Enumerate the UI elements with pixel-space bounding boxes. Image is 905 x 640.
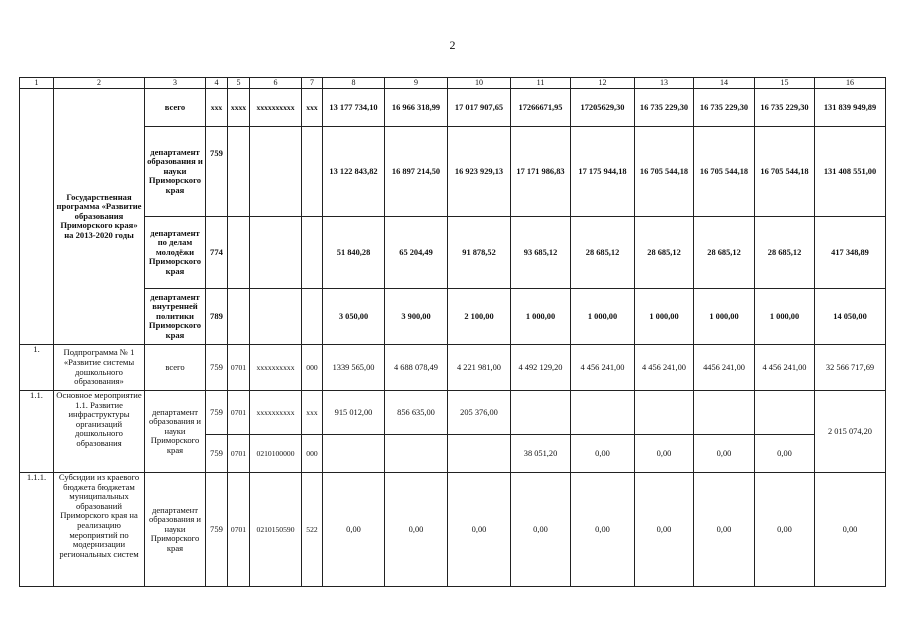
table-row [20, 391, 886, 435]
grbs-cell: 759 [206, 345, 228, 391]
vr-cell: 000 [302, 435, 323, 473]
value-cell: 51 840,28 [323, 217, 385, 289]
value-cell: 93 685,12 [511, 217, 571, 289]
value-cell: 28 685,12 [571, 217, 635, 289]
value-cell: 28 685,12 [694, 217, 755, 289]
csr-cell: xxxxxxxxxx [250, 345, 302, 391]
value-cell: 0,00 [511, 473, 571, 587]
row-number: 1.1.1. [20, 473, 54, 587]
grbs-cell: 789 [206, 289, 228, 345]
value-cell: 131 839 949,89 [815, 89, 886, 127]
executor-cell: всего [145, 345, 206, 391]
value-cell: 16 705 544,18 [635, 127, 694, 217]
subsidy-name: Субсидии из краевого бюджета бюджетам муниципальных образований Приморского края на реализацию мероприятий по модернизации региональных систем [54, 473, 145, 587]
value-cell: 28 685,12 [635, 217, 694, 289]
value-cell: 131 408 551,00 [815, 127, 886, 217]
table-row [20, 345, 886, 391]
csr-cell: xxxxxxxxxx [250, 89, 302, 127]
header-cell: 4 [206, 78, 228, 89]
grbs-cell: 759 [206, 391, 228, 435]
header-cell: 14 [694, 78, 755, 89]
table-row [20, 127, 886, 217]
grbs-cell: 759 [206, 473, 228, 587]
value-cell [323, 435, 385, 473]
value-cell: 4 456 241,00 [755, 345, 815, 391]
value-cell: 1 000,00 [755, 289, 815, 345]
row-number: 1.1. [20, 391, 54, 473]
value-cell: 38 051,20 [511, 435, 571, 473]
value-cell: 4 456 241,00 [635, 345, 694, 391]
value-cell: 17266671,95 [511, 89, 571, 127]
value-cell: 915 012,00 [323, 391, 385, 435]
executor-cell: департамент по делам молодёжи Приморского края [145, 217, 206, 289]
value-cell [755, 391, 815, 435]
value-cell: 1 000,00 [694, 289, 755, 345]
grbs-cell: 774 [206, 217, 228, 289]
vr-cell: 522 [302, 473, 323, 587]
value-cell: 16 735 229,30 [635, 89, 694, 127]
header-cell: 3 [145, 78, 206, 89]
rz-cell: 0701 [228, 345, 250, 391]
header-cell: 1 [20, 78, 54, 89]
header-row [20, 78, 886, 89]
value-cell: 16 705 544,18 [755, 127, 815, 217]
value-cell: 4456 241,00 [694, 345, 755, 391]
header-cell: 8 [323, 78, 385, 89]
value-cell: 2 100,00 [448, 289, 511, 345]
value-cell: 14 050,00 [815, 289, 886, 345]
value-cell [385, 435, 448, 473]
value-cell: 16 923 929,13 [448, 127, 511, 217]
value-cell [571, 391, 635, 435]
program-number-cell [20, 89, 54, 345]
value-cell: 65 204,49 [385, 217, 448, 289]
value-cell: 1339 565,00 [323, 345, 385, 391]
value-cell: 13 177 734,10 [323, 89, 385, 127]
page-number: 2 [449, 38, 456, 52]
rz-cell: 0701 [228, 435, 250, 473]
grbs-cell: 759 [206, 435, 228, 473]
value-cell: 1 000,00 [571, 289, 635, 345]
table-row [20, 289, 886, 345]
value-cell: 13 122 843,82 [323, 127, 385, 217]
rz-cell [228, 217, 250, 289]
header-cell: 11 [511, 78, 571, 89]
value-cell: 4 492 129,20 [511, 345, 571, 391]
value-cell: 0,00 [385, 473, 448, 587]
value-cell: 856 635,00 [385, 391, 448, 435]
csr-cell: 0210150590 [250, 473, 302, 587]
csr-cell [250, 217, 302, 289]
value-cell [694, 391, 755, 435]
value-cell: 1 000,00 [635, 289, 694, 345]
rz-cell: xxxx [228, 89, 250, 127]
value-cell: 0,00 [635, 473, 694, 587]
rz-cell: 0701 [228, 473, 250, 587]
header-cell: 5 [228, 78, 250, 89]
value-cell: 17205629,30 [571, 89, 635, 127]
value-cell: 28 685,12 [755, 217, 815, 289]
header-cell: 7 [302, 78, 323, 89]
value-cell: 0,00 [323, 473, 385, 587]
table-row [20, 217, 886, 289]
grbs-cell: xxx [206, 89, 228, 127]
value-cell: 0,00 [755, 473, 815, 587]
value-cell [635, 391, 694, 435]
vr-cell [302, 289, 323, 345]
executor-cell: департамент внутренней политики Приморского края [145, 289, 206, 345]
value-cell: 16 735 229,30 [694, 89, 755, 127]
measure-total: 2 015 074,20 [815, 391, 886, 473]
value-cell: 0,00 [635, 435, 694, 473]
value-cell: 16 897 214,50 [385, 127, 448, 217]
value-cell: 205 376,00 [448, 391, 511, 435]
program-name: Государственная программа «Развитие образования Приморского края» на 2013-2020 годы [54, 89, 145, 345]
vr-cell [302, 127, 323, 217]
csr-cell: 0210100000 [250, 435, 302, 473]
measure-name: Основное мероприятие 1.1. Развитие инфраструктуры организаций дошкольного образования [54, 391, 145, 473]
value-cell: 17 175 944,18 [571, 127, 635, 217]
value-cell: 4 221 981,00 [448, 345, 511, 391]
value-cell: 16 735 229,30 [755, 89, 815, 127]
value-cell: 4 456 241,00 [571, 345, 635, 391]
header-cell: 6 [250, 78, 302, 89]
grbs-cell: 759 [206, 127, 228, 217]
budget-table [19, 77, 886, 587]
value-cell [511, 391, 571, 435]
header-cell: 16 [815, 78, 886, 89]
vr-cell [302, 217, 323, 289]
table-row [20, 473, 886, 587]
vr-cell: xxx [302, 391, 323, 435]
csr-cell [250, 289, 302, 345]
value-cell: 0,00 [694, 473, 755, 587]
vr-cell: 000 [302, 345, 323, 391]
value-cell: 417 348,89 [815, 217, 886, 289]
executor-cell: департамент образования и науки Приморского края [145, 473, 206, 587]
value-cell: 32 566 717,69 [815, 345, 886, 391]
subprogram-name: Подпрограмма № 1 «Развитие системы дошкольного образования» [54, 345, 145, 391]
value-cell: 16 966 318,99 [385, 89, 448, 127]
value-cell [448, 435, 511, 473]
csr-cell [250, 127, 302, 217]
value-cell: 0,00 [755, 435, 815, 473]
header-cell: 9 [385, 78, 448, 89]
header-cell: 12 [571, 78, 635, 89]
rz-cell [228, 289, 250, 345]
value-cell: 3 900,00 [385, 289, 448, 345]
header-cell: 2 [54, 78, 145, 89]
rz-cell [228, 127, 250, 217]
value-cell: 0,00 [571, 435, 635, 473]
table-row [20, 89, 886, 127]
executor-cell: департамент образования и науки Приморского края [145, 391, 206, 473]
value-cell: 91 878,52 [448, 217, 511, 289]
executor-cell: департамент образования и науки Приморского края [145, 127, 206, 217]
csr-cell: xxxxxxxxxx [250, 391, 302, 435]
value-cell: 1 000,00 [511, 289, 571, 345]
vr-cell: xxx [302, 89, 323, 127]
value-cell: 17 171 986,83 [511, 127, 571, 217]
value-cell: 17 017 907,65 [448, 89, 511, 127]
value-cell: 0,00 [448, 473, 511, 587]
rz-cell: 0701 [228, 391, 250, 435]
value-cell: 4 688 078,49 [385, 345, 448, 391]
value-cell: 3 050,00 [323, 289, 385, 345]
value-cell: 0,00 [694, 435, 755, 473]
value-cell: 0,00 [571, 473, 635, 587]
header-cell: 15 [755, 78, 815, 89]
header-cell: 10 [448, 78, 511, 89]
header-cell: 13 [635, 78, 694, 89]
row-number: 1. [20, 345, 54, 391]
value-cell: 16 705 544,18 [694, 127, 755, 217]
executor-cell: всего [145, 89, 206, 127]
value-cell: 0,00 [815, 473, 886, 587]
